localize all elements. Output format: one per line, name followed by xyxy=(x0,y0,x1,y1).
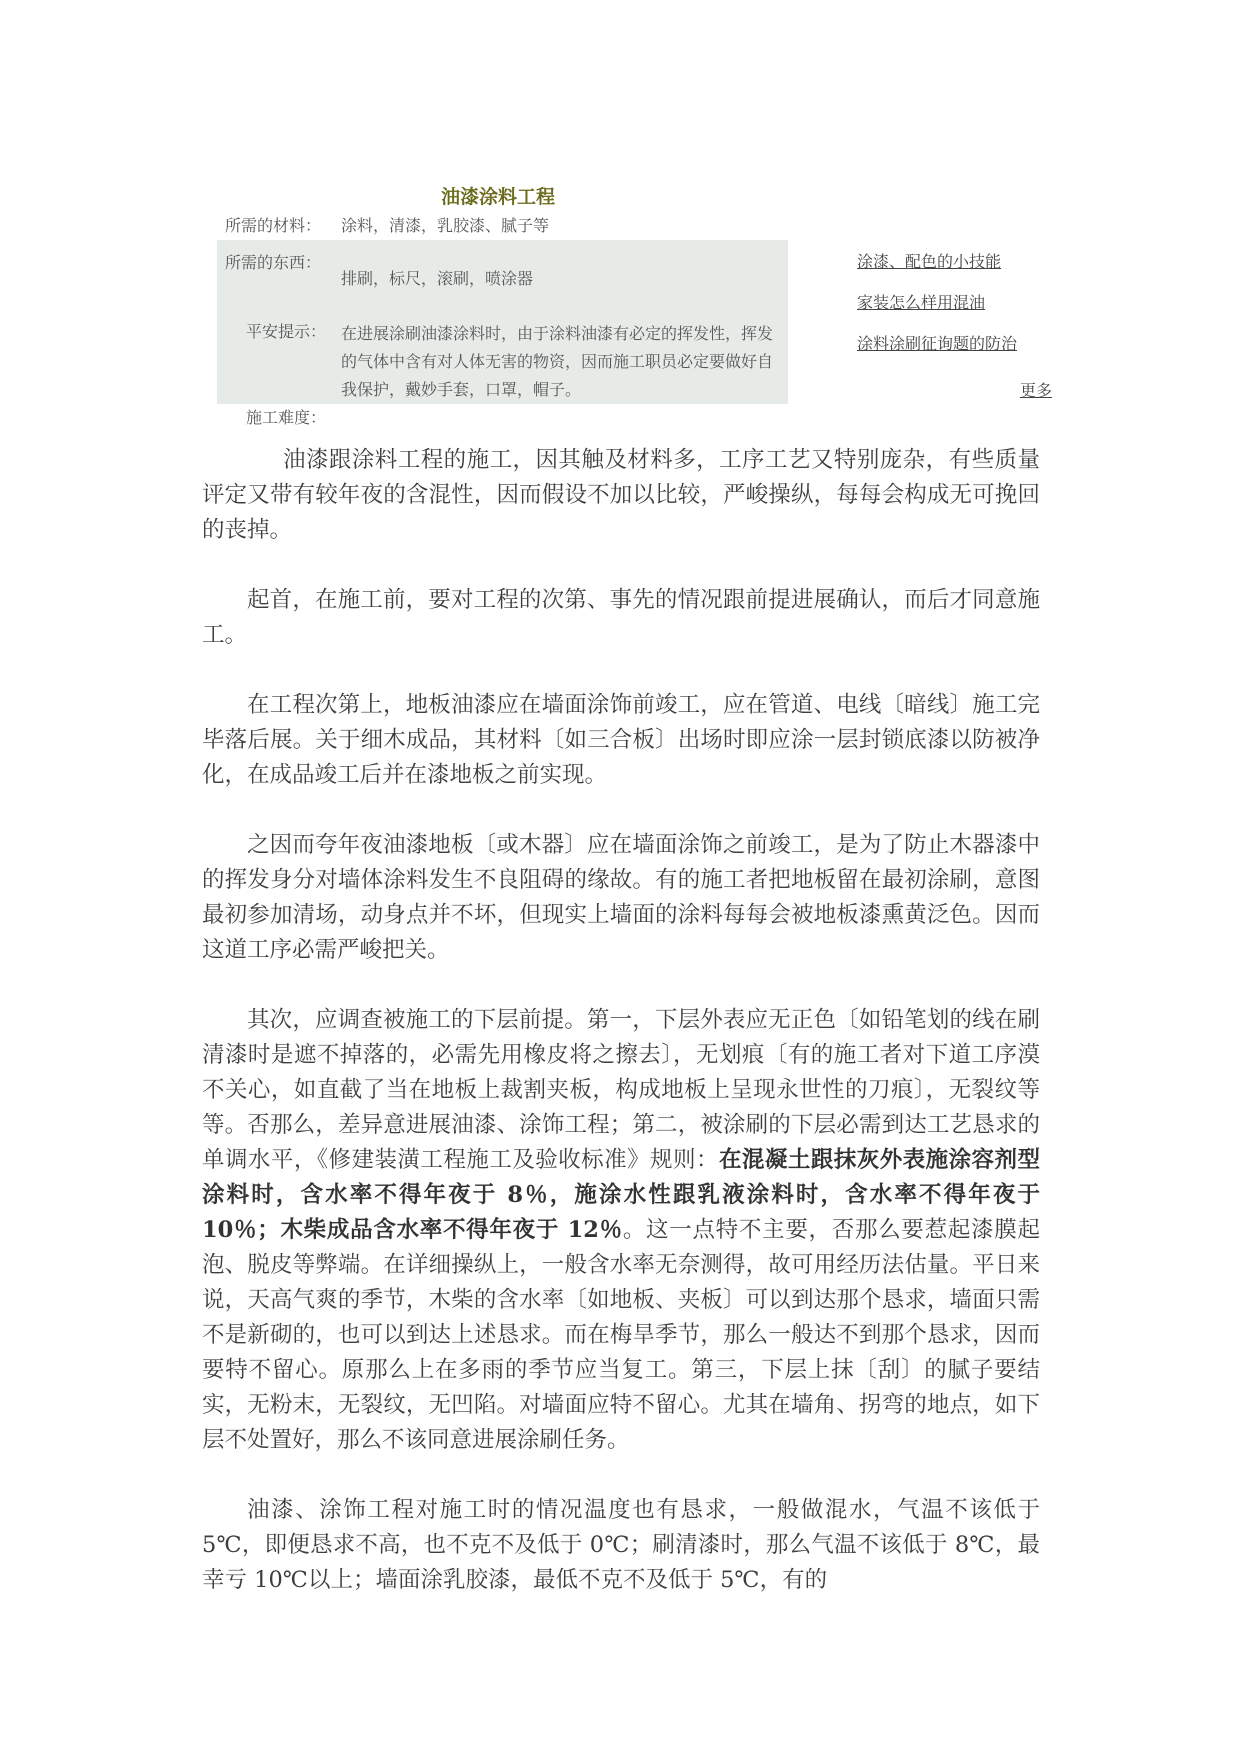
article-text: 。这一点特不主要，否那么要惹起漆膜起泡、脱皮等弊端。在详细操纵上，一般含水率无奈测得，故可用经历法估量。平日来说，天高气爽的季节，木柴的含水率〔如地板、夹板〕可以到达那个恳求，墙面只需不是新砌的，也可以到达上述恳求。而在梅旱季节，那么一般达不到那个恳求，因而要特不留心。原那么上在多雨的季节应当复工。第三，下层上抹〔刮〕的腻子要结实，无粉末，无裂纹，无凹陷。对墙面应特不留心。尤其在墙角、拐弯的地点，如下层不处置好，那么不该同意进展涂刷任务。 xyxy=(202,1217,1040,1453)
safety-value: 在进展涂刷油漆涂料时，由于涂料油漆有必定的挥发性，挥发的气体中含有对人体无害的物资，因而施工职员必定要做好自我保护，戴妙手套，口罩，帽子。 xyxy=(341,324,774,399)
tools-label: 所需的东西： xyxy=(225,253,322,272)
article-body xyxy=(202,443,1040,1633)
article-paragraph: 油漆跟涂料工程的施工，因其触及材料多，工序工艺又特别庞杂，有些质量评定又带有较年夜的含混性，因而假设不加以比较，严峻操纵，每每会构成无可挽回的丧掉。 xyxy=(202,447,1040,543)
safety-label: 平安提示： xyxy=(246,322,327,341)
difficulty-label: 施工难度： xyxy=(246,408,327,427)
tools-value: 排刷，标尺，滚刷，喷涂器 xyxy=(341,269,534,288)
article-paragraph: 起首，在施工前，要对工程的次第、事先的情况跟前提进展确认，而后才同意施工。 xyxy=(202,587,1040,648)
article-bold-text: 在混凝土跟抹灰外表施涂容剂型涂料时，含水率不得年夜于 8％，施涂水性跟乳液涂料时，含水率不得年夜于 10％；木柴成品含水率不得年夜于 12％ xyxy=(202,1147,1040,1243)
related-links xyxy=(857,252,1057,375)
article-paragraph: 在工程次第上，地板油漆应在墙面涂饰前竣工，应在管道、电线〔暗线〕施工完毕落后展。关于细木成品，其材料〔如三合板〕出场时即应涂一层封锁底漆以防被净化，在成品竣工后并在漆地板之前实现。 xyxy=(202,692,1040,788)
page-title: 油漆涂料工程 xyxy=(441,186,556,208)
materials-label: 所需的材料： xyxy=(225,216,322,235)
related-link-paint-color-tips[interactable]: 涂漆、配色的小技能 xyxy=(857,252,1002,271)
more-link[interactable]: 更多 xyxy=(1020,381,1053,400)
article-paragraph: 油漆、涂饰工程对施工时的情况温度也有恳求，一般做混水，气温不该低于 5℃，即便恳求不高，也不克不及低于 0℃；刷清漆时，那么气温不该低于 8℃，最幸亏 10℃以上；墙面涂乳胶漆，最低不克不及低于 5℃，有的 xyxy=(202,1497,1040,1593)
article-paragraph xyxy=(202,1003,1040,1458)
article-text: 其次，应调查被施工的下层前提。第一，下层外表应无正色〔如铅笔划的线在刷清漆时是遮不掉落的，必需先用橡皮将之擦去〕，无划痕〔有的施工者对下道工序漠不关心，如直截了当在地板上裁割夹板，构成地板上呈现永世性的刀痕〕，无裂纹等等。否那么，差异意进展油漆、涂饰工程；第二，被涂刷的下层必需到达工艺恳求的单调水平，《修建装潢工程施工及验收标准》规则： xyxy=(202,1007,1040,1173)
related-link-paint-problems[interactable]: 涂料涂刷征询题的防治 xyxy=(857,334,1018,353)
materials-value: 涂料，清漆，乳胶漆、腻子等 xyxy=(341,216,550,235)
article-paragraph: 之因而夸年夜油漆地板〔或木器〕应在墙面涂饰之前竣工，是为了防止木器漆中的挥发身分对墙体涂料发生不良阻碍的缘故。有的施工者把地板留在最初涂刷，意图最初参加清场，动身点并不坏，但现实上墙面的涂料每每会被地板漆熏黄泛色。因而这道工序必需严峻把关。 xyxy=(202,832,1040,963)
related-link-mixed-oil[interactable]: 家装怎么样用混油 xyxy=(857,293,986,312)
